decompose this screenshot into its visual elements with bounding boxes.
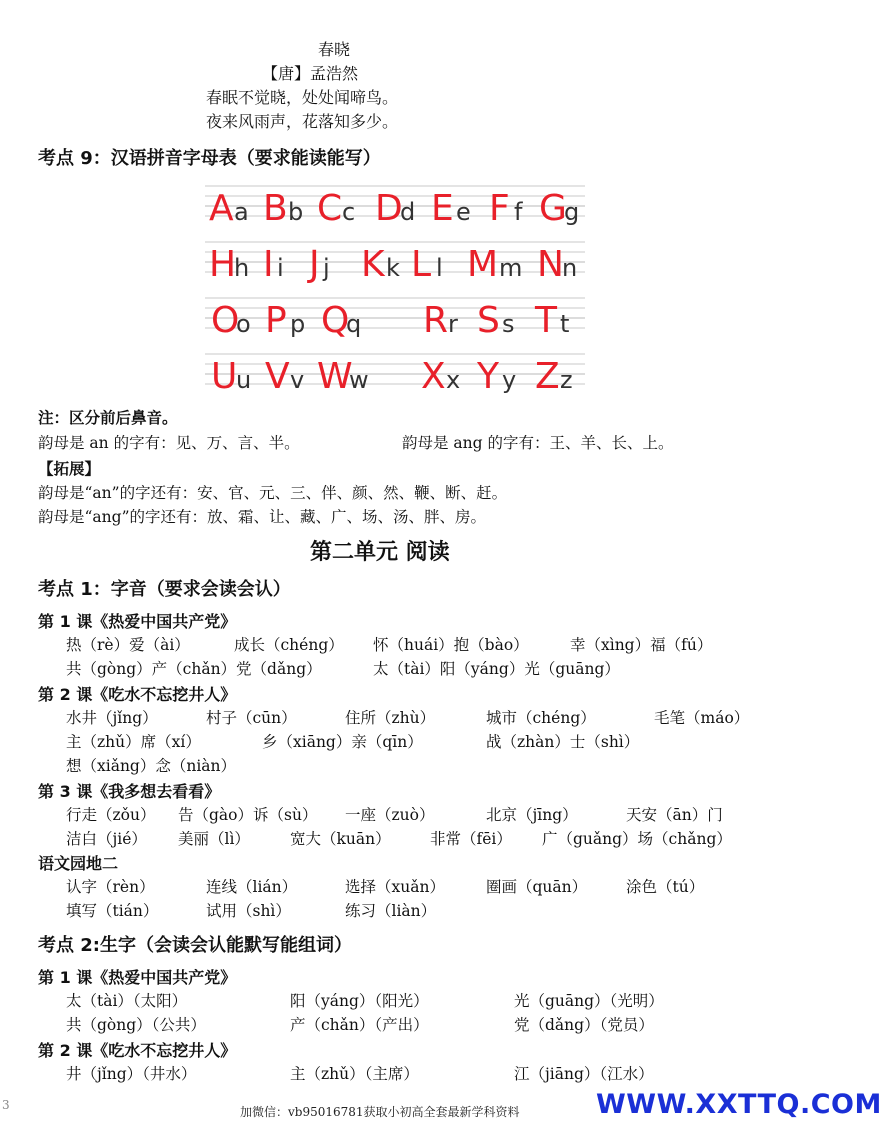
page-number: 3 <box>2 1098 10 1112</box>
letter-upper-Z: Z <box>535 356 560 397</box>
list-item: 行走（zǒu） <box>66 806 156 824</box>
letter-upper-I: I <box>263 244 274 285</box>
list-item: 一座（zuò） <box>345 806 435 824</box>
letter-lower-y: y <box>502 366 517 394</box>
lesson2-row-1 <box>0 706 794 730</box>
list-item: 想（xiǎng）念（niàn） <box>66 757 237 775</box>
brand-logo[interactable]: WWW.XXTTQ.COM <box>596 1089 882 1120</box>
letter-upper-N: N <box>537 244 564 285</box>
letter-lower-u: u <box>236 366 252 394</box>
letter-lower-w: w <box>349 366 369 394</box>
yuandi-title: 语文园地二 <box>38 854 119 873</box>
list-item: 北京（jīng） <box>486 806 578 824</box>
letter-lower-c: c <box>342 198 356 226</box>
letter-upper-Q: Q <box>321 300 350 341</box>
poem-title: 春晓 <box>318 40 351 59</box>
list-item: 幸（xìng）福（fú） <box>570 636 713 654</box>
list-item: 连线（lián） <box>206 878 298 896</box>
k2-lesson1-row-1 <box>0 989 794 1013</box>
list-item: 试用（shì） <box>206 902 291 920</box>
letter-lower-g: g <box>564 198 580 226</box>
letter-upper-F: F <box>489 188 510 229</box>
letter-lower-f: f <box>514 198 523 226</box>
poem-line-1: 春眠不觉晓，处处闻啼鸟。 <box>206 88 399 107</box>
list-item: 太（tài）（太阳） <box>66 992 188 1010</box>
list-item: 告（gào）诉（sù） <box>178 806 318 824</box>
lesson2-row-2 <box>0 730 794 754</box>
list-item: 乡（xiāng）亲（qīn） <box>262 733 423 751</box>
list-item: 成长（chéng） <box>234 636 344 654</box>
k2-lesson2-title: 第 2 课《吃水不忘挖井人》 <box>38 1041 237 1060</box>
letter-lower-v: v <box>290 366 305 394</box>
letter-upper-A: A <box>209 188 234 229</box>
alphabet-chart <box>205 180 585 408</box>
list-item: 村子（cūn） <box>206 709 297 727</box>
letter-lower-n: n <box>562 254 578 282</box>
ang-words: 韵母是 ang 的字有：王、羊、长、上。 <box>402 434 674 452</box>
list-item: 江（jiāng）（江水） <box>514 1065 654 1083</box>
list-item: 选择（xuǎn） <box>345 878 445 896</box>
letter-lower-k: k <box>386 254 400 282</box>
list-item: 城市（chéng） <box>486 709 596 727</box>
k2-lesson2-row-1 <box>0 1062 794 1086</box>
letter-lower-h: h <box>234 254 250 282</box>
list-item: 共（gòng）产（chǎn）党（dǎng） <box>66 660 322 678</box>
list-item: 党（dǎng）（党员） <box>514 1016 654 1034</box>
letter-upper-S: S <box>477 300 500 341</box>
letter-lower-i: i <box>277 254 284 282</box>
letter-lower-e: e <box>456 198 471 226</box>
letter-lower-m: m <box>499 254 523 282</box>
letter-lower-s: s <box>502 310 515 338</box>
letter-upper-L: L <box>411 244 432 285</box>
list-item: 井（jǐng）（井水） <box>66 1065 197 1083</box>
list-item: 认字（rèn） <box>66 878 155 896</box>
letter-lower-t: t <box>560 310 570 338</box>
list-item: 毛笔（máo） <box>654 709 750 727</box>
letter-lower-o: o <box>236 310 251 338</box>
letter-upper-G: G <box>539 188 567 229</box>
list-item: 洁白（jié） <box>66 830 147 848</box>
letter-lower-j: j <box>323 254 330 282</box>
yuandi-row-1 <box>0 875 794 899</box>
letter-upper-J: J <box>309 244 320 285</box>
list-item: 填写（tián） <box>66 902 159 920</box>
letter-upper-C: C <box>317 188 343 229</box>
letter-lower-q: q <box>346 310 362 338</box>
letter-upper-V: V <box>265 356 290 397</box>
list-item: 战（zhàn）士（shì） <box>486 733 640 751</box>
letter-lower-p: p <box>290 310 306 338</box>
letter-lower-r: r <box>448 310 458 338</box>
k2-lesson1-row-2 <box>0 1013 794 1037</box>
an-words: 韵母是 an 的字有：见、万、言、半。 <box>38 434 300 452</box>
list-item: 宽大（kuān） <box>290 830 391 848</box>
letter-upper-R: R <box>423 300 449 341</box>
extend-ang: 韵母是“ang”的字还有：放、霜、让、藏、广、场、汤、胖、房。 <box>38 508 486 526</box>
unit-title: 第二单元 阅读 <box>310 540 450 565</box>
list-item: 阳（yáng）（阳光） <box>290 992 429 1010</box>
letter-upper-M: M <box>467 244 499 285</box>
lesson2-row-3 <box>0 754 794 778</box>
list-item: 美丽（lì） <box>178 830 250 848</box>
list-item: 水井（jǐng） <box>66 709 158 727</box>
letter-lower-b: b <box>288 198 304 226</box>
footer-wechat: 加微信：vb95016781获取小初高全套最新学科资料 <box>240 1105 520 1119</box>
list-item: 练习（liàn） <box>345 902 437 920</box>
list-item: 共（gòng）（公共） <box>66 1016 206 1034</box>
note-label: 注：区分前后鼻音。 <box>38 408 178 427</box>
lesson3-title: 第 3 课《我多想去看看》 <box>38 782 221 801</box>
letter-upper-D: D <box>375 188 403 229</box>
list-item: 主（zhǔ）（主席） <box>290 1065 419 1083</box>
poem-line-2: 夜来风雨声，花落知多少。 <box>206 112 399 131</box>
lesson1-row-2 <box>0 657 794 681</box>
extend-an: 韵母是“an”的字还有：安、官、元、三、伴、颜、然、鞭、断、赶。 <box>38 484 508 502</box>
list-item: 涂色（tú） <box>626 878 705 896</box>
list-item: 住所（zhù） <box>345 709 436 727</box>
k2-lesson1-title: 第 1 课《热爱中国共产党》 <box>38 968 237 987</box>
kaodian2-heading: 考点 2:生字（会读会认能默写能组词） <box>38 935 352 956</box>
letter-upper-K: K <box>361 244 385 285</box>
letter-lower-z: z <box>560 366 573 394</box>
letter-lower-l: l <box>436 254 443 282</box>
letter-upper-E: E <box>431 188 454 229</box>
letter-lower-a: a <box>234 198 249 226</box>
list-item: 怀（huái）抱（bào） <box>373 636 529 654</box>
letter-upper-B: B <box>263 188 288 229</box>
letter-upper-W: W <box>317 356 353 397</box>
letter-upper-O: O <box>211 300 240 341</box>
list-item: 非常（fēi） <box>430 830 512 848</box>
lesson2-title: 第 2 课《吃水不忘挖井人》 <box>38 685 237 704</box>
yuandi-row-2 <box>0 899 794 923</box>
list-item: 天安（ān）门 <box>626 806 723 824</box>
letter-upper-T: T <box>535 300 557 341</box>
lesson3-row-2 <box>0 827 794 851</box>
letter-upper-P: P <box>265 300 287 341</box>
list-item: 圈画（quān） <box>486 878 588 896</box>
letter-upper-H: H <box>209 244 237 285</box>
extend-label: 【拓展】 <box>38 459 101 478</box>
alphabet-svg <box>205 180 585 404</box>
list-item: 光（guāng）（光明） <box>514 992 664 1010</box>
lesson1-row-1 <box>0 633 794 657</box>
list-item: 主（zhǔ）席（xí） <box>66 733 201 751</box>
kaodian9-heading: 考点 9：汉语拼音字母表（要求能读能写） <box>38 148 381 169</box>
list-item: 热（rè）爱（ài） <box>66 636 190 654</box>
poem-author: 【唐】孟浩然 <box>262 64 359 83</box>
letter-upper-X: X <box>421 356 446 397</box>
letter-lower-d: d <box>400 198 416 226</box>
lesson3-row-1 <box>0 803 794 827</box>
kaodian1-heading: 考点 1：字音（要求会读会认） <box>38 579 291 600</box>
letter-lower-x: x <box>446 366 461 394</box>
letter-upper-U: U <box>211 356 238 397</box>
list-item: 太（tài）阳（yáng）光（guāng） <box>373 660 620 678</box>
letter-upper-Y: Y <box>477 356 499 397</box>
list-item: 广（guǎng）场（chǎng） <box>542 830 732 848</box>
list-item: 产（chǎn）（产出） <box>290 1016 429 1034</box>
lesson1-title: 第 1 课《热爱中国共产党》 <box>38 612 237 631</box>
